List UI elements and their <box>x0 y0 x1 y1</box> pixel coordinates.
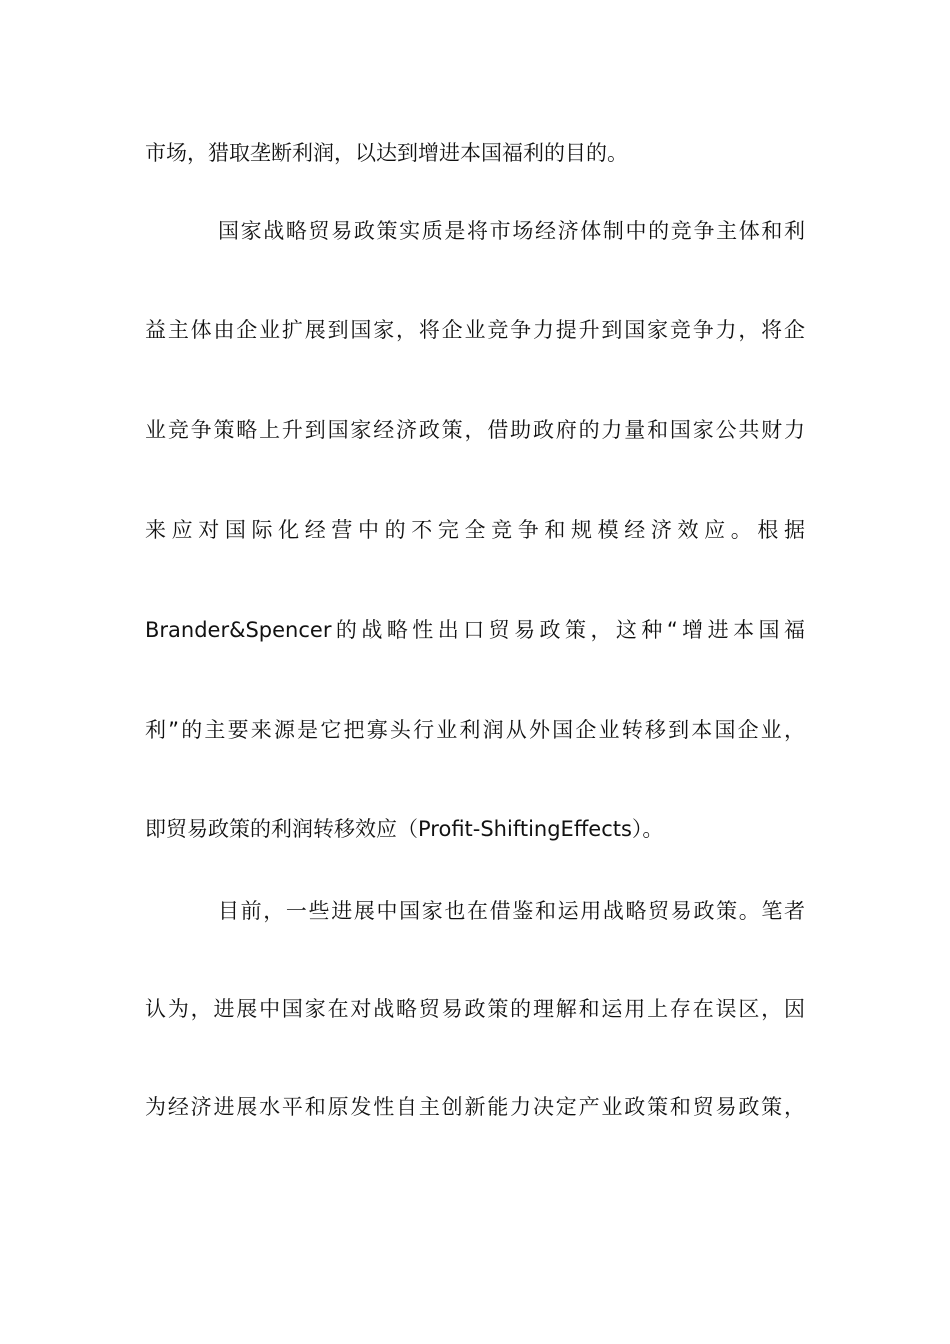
text-line-3: 益主体由企业扩展到国家，将企业竞争力提升到国家竞争力，将企 <box>145 318 805 342</box>
text-line-4: 业竞争策略上升到国家经济政策，借助政府的力量和国家公共财力 <box>145 418 805 442</box>
text-line-11: 为经济进展水平和原发性自主创新能力决定产业政策和贸易政策， <box>145 1095 805 1119</box>
text-line-10: 认为，进展中国家在对战略贸易政策的理解和运用上存在误区，因 <box>145 997 805 1021</box>
text-line-1: 市场，猎取垄断利润，以达到增进本国福利的目的。 <box>145 141 628 165</box>
text-line-8: 即贸易政策的利润转移效应（Profit-ShiftingEffects）。 <box>145 817 664 841</box>
text-line-5: 来应对国际化经营中的不完全竞争和规模经济效应。根据 <box>145 518 805 542</box>
text-line-7: 利”的主要来源是它把寡头行业利润从外国企业转移到本国企业， <box>145 718 805 742</box>
text-line-6: Brander&Spencer的战略性出口贸易政策，这种“增进本国福 <box>145 618 805 642</box>
text-line-2: 国家战略贸易政策实质是将市场经济体制中的竞争主体和利 <box>218 219 805 243</box>
text-line-9: 目前，一些进展中国家也在借鉴和运用战略贸易政策。笔者 <box>218 899 805 923</box>
